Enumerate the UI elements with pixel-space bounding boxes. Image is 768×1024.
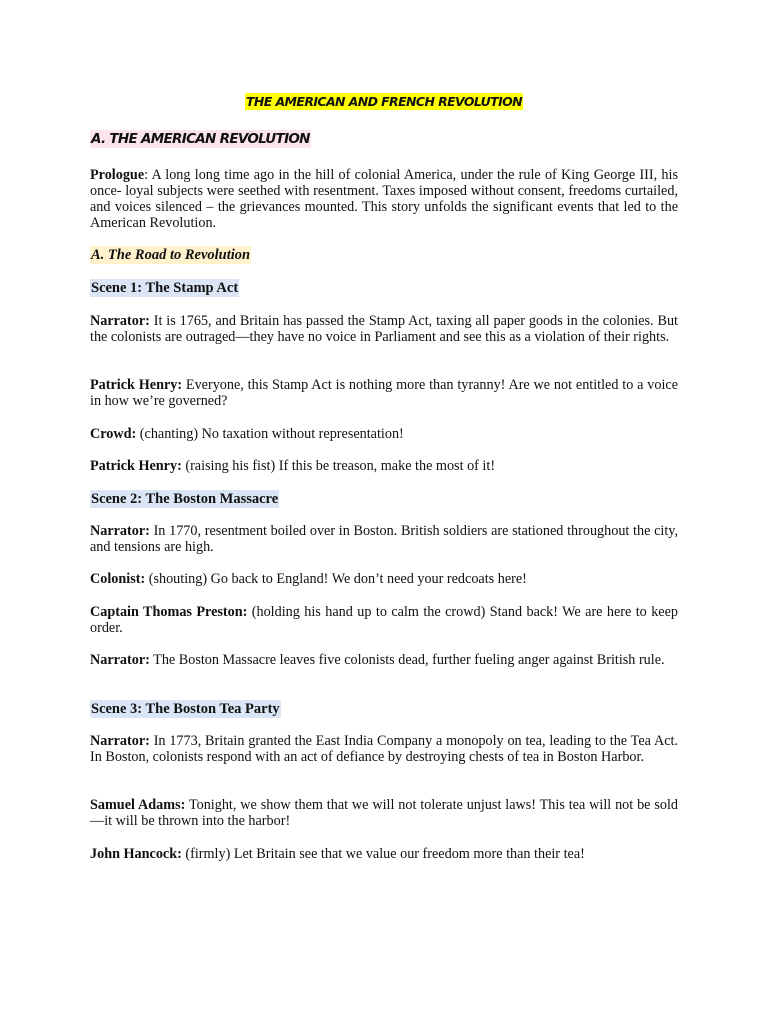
dialogue-line xyxy=(90,797,678,829)
prologue-label: Prologue xyxy=(90,167,145,183)
dialogue-text: It is 1765, and Britain has passed the Stamp Act, taxing all paper goods in the colonies. But the colonists are outraged—they have no voice in Parliament and see this as a violation of their rights. xyxy=(90,313,678,345)
speaker-name: Captain Thomas Preston: xyxy=(90,604,248,620)
speaker-name: John Hancock: xyxy=(90,846,182,862)
dialogue-text: (firmly) Let Britain see that we value our freedom more than their tea! xyxy=(181,846,585,862)
dialogue-line xyxy=(90,426,678,442)
dialogue-line xyxy=(90,652,678,668)
dialogue-line xyxy=(90,846,678,862)
dialogue-line xyxy=(90,604,678,636)
speaker-name: Narrator: xyxy=(90,733,150,749)
document-page xyxy=(90,0,678,1024)
prologue-paragraph xyxy=(90,167,678,231)
speaker-name: Narrator: xyxy=(90,313,150,329)
speaker-name: Crowd: xyxy=(90,426,137,442)
dialogue-line xyxy=(90,377,678,409)
dialogue-text: (shouting) Go back to England! We don’t need your redcoats here! xyxy=(145,571,527,587)
dialogue-line xyxy=(90,458,678,474)
prologue-text: : A long long time ago in the hill of colonial America, under the rule of King George III, his once- loyal subjects were seethed with resentment. Taxes imposed without consent, freedoms curtailed, and voices silenced – the grievances mounted. This story unfolds the significant events that led to the American Revolution. xyxy=(90,167,678,231)
dialogue-line xyxy=(90,571,678,587)
dialogue-line xyxy=(90,313,678,345)
document-title: THE AMERICAN AND FRENCH REVOLUTION xyxy=(245,94,523,109)
dialogue-text: (holding his hand up to calm the crowd) Stand back! We are here to keep order. xyxy=(90,604,678,636)
speaker-name: Patrick Henry: xyxy=(90,377,183,393)
dialogue-text: In 1773, Britain granted the East India Company a monopoly on tea, leading to the Tea Act. In Boston, colonists respond with an act of defiance by destroying chests of tea in Boston Harbor. xyxy=(90,733,678,765)
speaker-name: Narrator: xyxy=(90,652,150,668)
scene-heading: Scene 3: The Boston Tea Party xyxy=(91,701,280,717)
speaker-name: Samuel Adams: xyxy=(90,797,186,813)
dialogue-text: Everyone, this Stamp Act is nothing more than tyranny! Are we not entitled to a voice in how we’re governed? xyxy=(90,377,678,409)
dialogue-text: (chanting) No taxation without representation! xyxy=(136,426,404,442)
dialogue-line xyxy=(90,733,678,765)
speaker-name: Colonist: xyxy=(90,571,146,587)
dialogue-text: (raising his fist) If this be treason, make the most of it! xyxy=(181,458,496,474)
dialogue-text: The Boston Massacre leaves five colonists dead, further fueling anger against British rule. xyxy=(149,652,665,668)
speaker-name: Narrator: xyxy=(90,523,150,539)
scene-heading: Scene 1: The Stamp Act xyxy=(91,280,239,296)
scene-heading: Scene 2: The Boston Massacre xyxy=(91,491,279,507)
section-heading: A. THE AMERICAN REVOLUTION xyxy=(91,131,310,147)
dialogue-text: In 1770, resentment boiled over in Boston. British soldiers are stationed throughout the city, and tensions are high. xyxy=(90,523,678,555)
dialogue-text: Tonight, we show them that we will not tolerate unjust laws! This tea will not be sold—it will be thrown into the harbor! xyxy=(90,797,678,829)
speaker-name: Patrick Henry: xyxy=(90,458,182,474)
dialogue-line xyxy=(90,523,678,555)
subsection-heading: A. The Road to Revolution xyxy=(91,247,251,263)
